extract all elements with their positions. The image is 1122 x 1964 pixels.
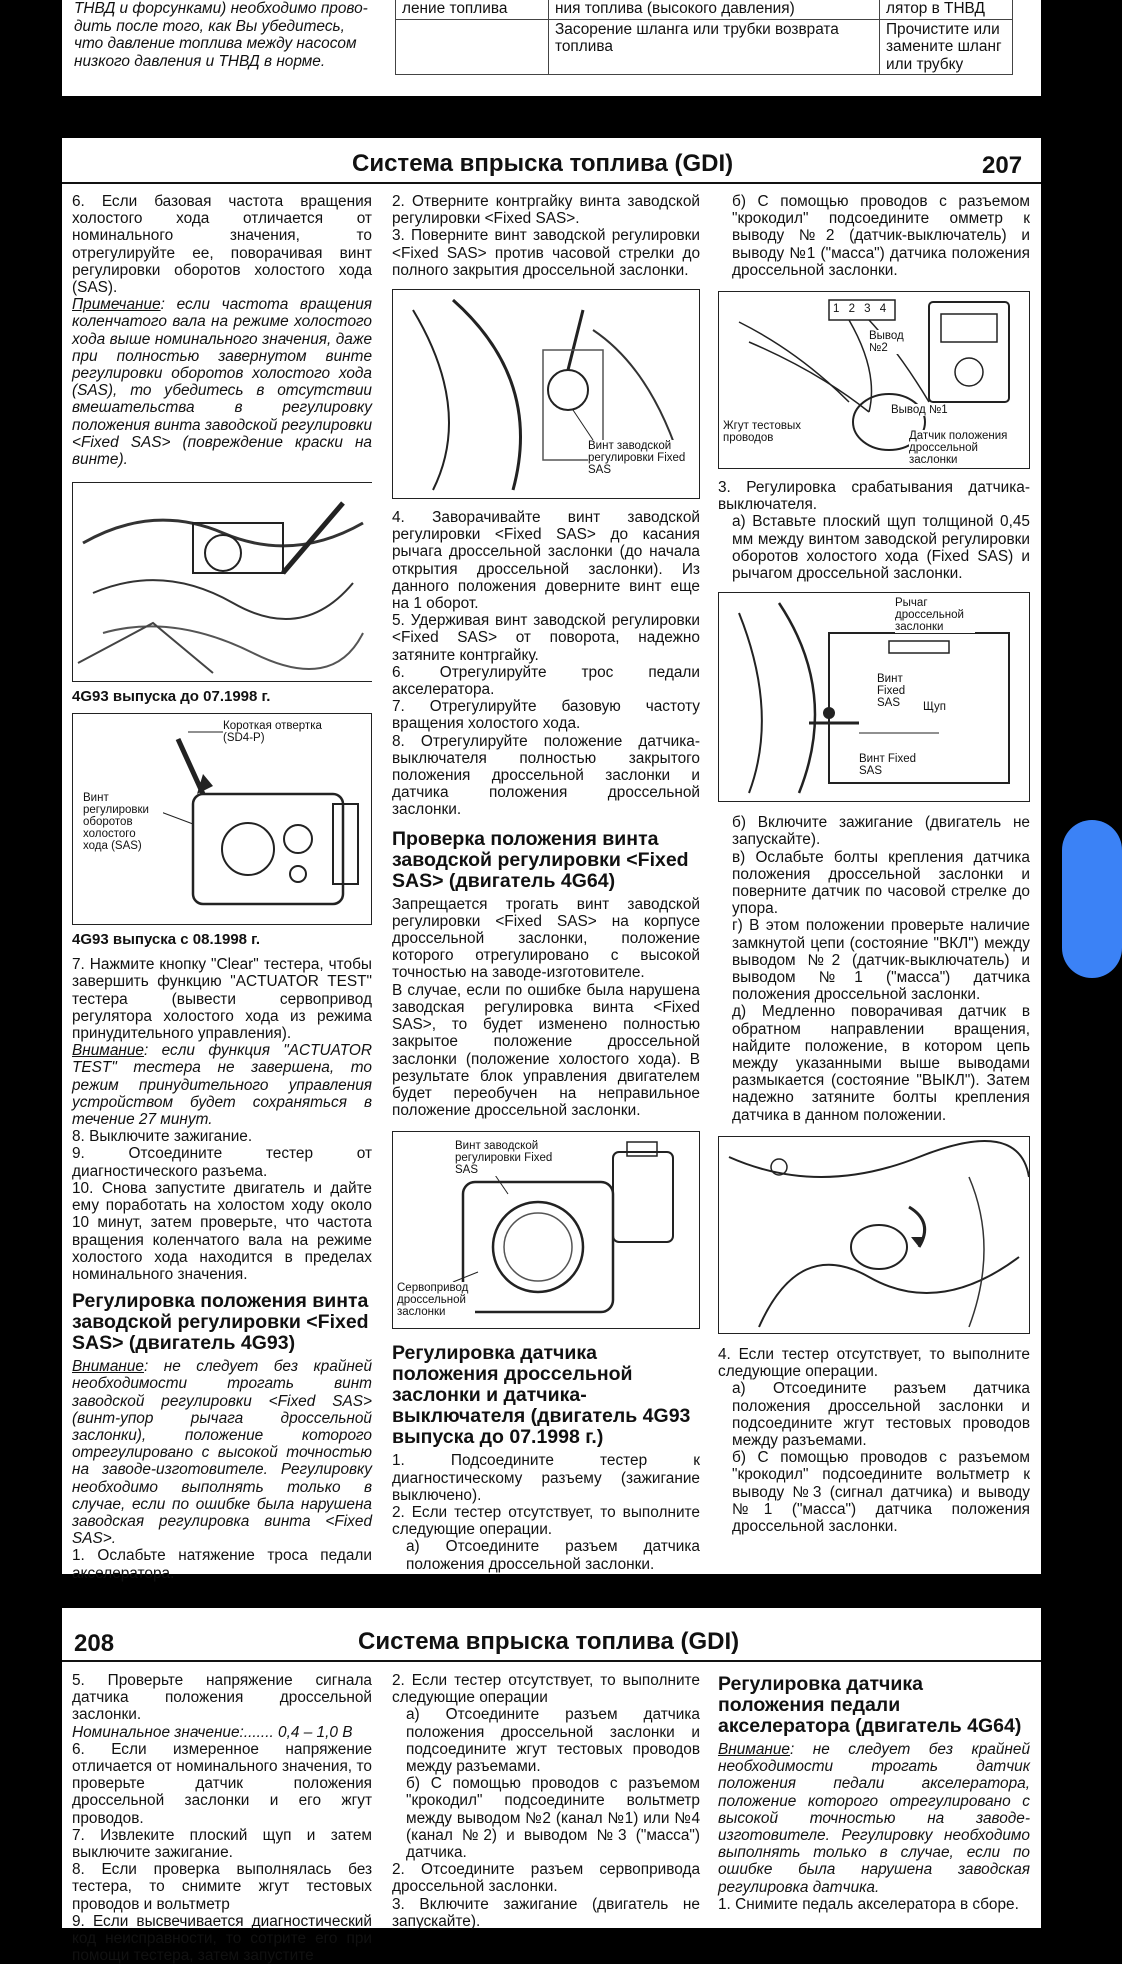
note-line: что давление топлива между насосом: [74, 35, 357, 52]
paragraph: б) Включите зажигание (двигатель не запускайте).: [732, 814, 1030, 849]
warning-text: : не следует без крайней необходимости трогать винт заводской регулировки <Fixed SAS> (винт-упор рычага дроссельной заслонки), положение которого отрегулировано с высокой точностью на заводе-изготовителе. Регулировку необходимо выполнять только в случае, если по ошибке была нарушена заводская регулировка винта <Fixed SAS>.: [72, 1358, 372, 1548]
table-cell: ление топлива: [396, 0, 549, 19]
warning-text: : если функция "ACTUATOR TEST" тестера не завершена, то режим принудительного управления устройством будет сохраняться в течение 27 минут.: [72, 1042, 372, 1129]
paragraph: а) Отсоедините разъем датчика положения дроссельной заслонки и подсоедините жгут тестовых проводов между разъемами.: [732, 1380, 1030, 1449]
paragraph: д) Медленно поворачивая датчик в обратном направлении вращения, найдите положение, в котором цепь между указанными выше выводами размыкается (состояние "ВЫКЛ"). Затем надежно затяните болты крепления датчика в данном положении.: [732, 1003, 1030, 1124]
paragraph: б) С помощью проводов с разъемом "крокодил" подсоедините вольтметр к выводу №3 (сигнал датчика) и выводу №1 ("масса") датчика положения дроссельной заслонки.: [732, 1449, 1030, 1535]
figure-fixed-sas-screw: [392, 289, 700, 499]
figure-label: Датчик положения дроссельной заслонки: [909, 430, 1027, 466]
figure-label: Сервопривод дроссельной заслонки: [397, 1282, 475, 1318]
paragraph: 1. Снимите педаль акселератора в сборе.: [718, 1895, 1019, 1913]
engine-bay-illustration: [73, 483, 373, 681]
figure-caption: 4G93 выпуска до 07.1998 г.: [72, 688, 271, 706]
paragraph: 8. Если проверка выполнялась без тестера, то снимите жгут тестовых проводов и вольтметр: [72, 1861, 372, 1913]
paragraph: 3. Поверните винт заводской регулировки <Fixed SAS> против часовой стрелки до полного закрытия дроссельной заслонки.: [392, 227, 700, 279]
warning-text: : не следует без крайней необходимости трогать датчик положения педали акселератора, положение которого отрегулировано с высокой точностью на заводе-изготовителе. Регулировку необходимо выполнять только в случае, если по ошибке была нарушена заводская регулировка датчика.: [718, 1741, 1030, 1896]
column-2: [392, 193, 700, 1573]
paragraph: Запрещается трогать винт заводской регулировки <Fixed SAS> на корпусе дроссельной заслонки, положение которого отрегулировано с высокой точностью на заводе-изготовителе.: [392, 895, 700, 982]
column-1: [72, 1672, 372, 1964]
paragraph: 5. Удерживая винт заводской регулировки <Fixed SAS> от поворота, надежно затяните контргайку.: [392, 612, 700, 664]
column-2: [392, 1672, 700, 1930]
figure-caption: 4G93 выпуска с 08.1998 г.: [72, 931, 261, 949]
figure-label: 1 2 3 4: [833, 303, 890, 316]
page-207: [62, 138, 1041, 1582]
section-heading: Регулировка положения винта заводской регулировки <Fixed SAS> (двигатель 4G93): [72, 1290, 369, 1355]
figure-label: Короткая отвертка (SD4-P): [223, 720, 343, 744]
figure-label: Рычаг дроссельной заслонки: [895, 597, 975, 633]
paragraph: 1. Подсоедините тестер к диагностическому разъему (зажигание выключено).: [392, 1452, 700, 1504]
paragraph: б) С помощью проводов с разъемом "крокодил" подсоедините омметр к выводу №2 (датчик-выключатель) и выводу №1 ("масса") датчика положения дроссельной заслонки.: [732, 193, 1030, 279]
page-number: 208: [74, 1630, 115, 1657]
paragraph: 2. Если тестер отсутствует, то выполните следующие операции: [392, 1672, 700, 1707]
paragraph: 8. Отрегулируйте положение датчика-выключателя полностью закрытого положения дроссельной заслонки и датчика положения дроссельной заслонки.: [392, 732, 700, 819]
paragraph: 4. Если тестер отсутствует, то выполните следующие операции.: [718, 1345, 1030, 1381]
paragraph: г) В этом положении проверьте наличие замкнутой цепи (состояние "ВКЛ") между выводом №2 (датчик-выключатель) и выводом №1 ("масса") датчика положения дроссельной заслонки.: [732, 917, 1030, 1004]
note-text: : если частота вращения коленчатого вала на режиме холостого хода выше номинального значения, даже при полностью завернутом винте регулировки оборотов холостого хода (SAS), то убедитесь в отсутствии вмешательства в регулировку положения винта заводской регулировки <Fixed SAS> (повреждение краски на винте).: [72, 296, 372, 469]
table-cell: Прочистите или замените шланг или трубку: [880, 19, 1013, 75]
paragraph: 7. Отрегулируйте базовую частоту вращения холостого хода.: [392, 698, 700, 733]
paragraph: 6. Если измеренное напряжение отличается от номинального значения, то проверьте датчик положения дроссельной заслонки и его жгут проводов.: [72, 1740, 372, 1827]
paragraph: 2. Отсоедините разъем сервопривода дроссельной заслонки.: [392, 1861, 700, 1896]
top-italic-note: [74, 0, 374, 70]
figure-4g93-late: [72, 713, 372, 925]
note-label: Примечание: [72, 296, 161, 314]
figure-label: Вывод №1: [891, 404, 948, 417]
figure-label: Винт Fixed SAS: [859, 753, 929, 777]
table-cell: ния топлива (высокого давления): [549, 0, 880, 19]
figure-label: Вывод №2: [869, 330, 919, 354]
figure-4g64-throttle: [392, 1131, 700, 1329]
figure-feeler-gauge: [718, 592, 1030, 802]
warning-label: Внимание: [72, 1358, 144, 1376]
paragraph: 8. Выключите зажигание.: [72, 1128, 253, 1146]
paragraph: 1. Ослабьте натяжение троса педали акселератора.: [72, 1547, 372, 1582]
paragraph: 3. Включите зажигание (двигатель не запускайте).: [392, 1895, 700, 1930]
header-rule: [62, 1660, 1041, 1662]
paragraph: 2. Отверните контргайку винта заводской регулировки <Fixed SAS>.: [392, 193, 700, 228]
sensor-rotation-illustration: [719, 1137, 1031, 1333]
figure-label: Щуп: [923, 701, 947, 714]
nominal-value: Номинальное значение:....... 0,4 – 1,0 В: [72, 1723, 353, 1741]
table-cell: Засорение шланга или трубки возврата топлива: [549, 19, 880, 75]
paragraph: 4. Заворачивайте винт заводской регулировки <Fixed SAS> до касания рычага дроссельной заслонки (до начала открытия дроссельной заслонки). Из данного положения доверните винт еще на 1 оборот.: [392, 509, 700, 613]
section-heading: Регулировка датчика положения дроссельной заслонки и датчика-выключателя (двигатель 4G93 выпуска до 07.1998 г.): [392, 1342, 691, 1449]
paragraph: 6. Отрегулируйте трос педали акселератора.: [392, 663, 700, 699]
column-3: [718, 1672, 1030, 1913]
paragraph: 9. Если высвечивается диагностический код неисправности, то сотрите его при помощи тестера, затем запустите: [72, 1912, 372, 1964]
section-heading: Проверка положения винта заводской регулировки <Fixed SAS> (двигатель 4G64): [392, 827, 689, 892]
header-rule: [62, 182, 1041, 184]
table-row: [396, 19, 1013, 75]
scroll-handle[interactable]: [1062, 820, 1122, 978]
figure-label: Жгут тестовых проводов: [723, 420, 813, 444]
table-cell: [396, 19, 549, 75]
figure-label: Винт заводской регулировки Fixed SAS: [455, 1140, 565, 1176]
warning-label: Внимание: [72, 1042, 144, 1060]
paragraph: 3. Регулировка срабатывания датчика-выключателя.: [718, 479, 1030, 514]
paragraph: 2. Если тестер отсутствует, то выполните следующие операции.: [392, 1503, 700, 1539]
figure-label: Винт регулировки оборотов холостого хода (SAS): [83, 792, 163, 852]
page-number: 207: [982, 152, 1023, 179]
figure-ohmmeter-connection: [718, 291, 1030, 469]
figure-label: Винт Fixed SAS: [877, 673, 917, 709]
paragraph: 9. Отсоедините тестер от диагностического разъема.: [72, 1145, 372, 1180]
paragraph: а) Отсоедините разъем датчика положения дроссельной заслонки.: [406, 1538, 700, 1573]
warning-label: Внимание: [718, 1741, 790, 1758]
page-206-bottom: [62, 0, 1041, 96]
note-line: ТНВД и форсунками) необходимо прово-: [74, 0, 368, 17]
figure-label: Винт заводской регулировки Fixed SAS: [588, 440, 688, 476]
paragraph: 7. Нажмите кнопку "Clear" тестера, чтобы завершить функцию "ACTUATOR TEST" тестера (вывести сервопривод регулятора холостого хода из режима принудительного управления).: [72, 956, 372, 1043]
page-title: Система впрыска топлива (GDI): [352, 150, 734, 177]
table-cell: лятор в ТНВД: [880, 0, 1013, 19]
paragraph: 10. Снова запустите двигатель и дайте ему поработать на холостом ходу около 10 минут, затем проверьте, что частота вращения коленчатого вала на режиме холостого хода находится в пределах номинального значения.: [72, 1179, 372, 1283]
paragraph: 7. Извлеките плоский щуп и затем выключите зажигание.: [72, 1826, 372, 1862]
page-title: Система впрыска топлива (GDI): [358, 1628, 740, 1655]
paragraph: а) Отсоедините разъем датчика положения дроссельной заслонки и подсоедините жгут тестовых проводов между разъемами.: [406, 1706, 700, 1776]
diagnosis-table: [395, 0, 1013, 75]
paragraph: В случае, если по ошибке была нарушена заводская регулировка винта <Fixed SAS>, то будет изменено полностью закрытое положение дроссельной заслонки (положение холостого хода). В результате блок управления двигателем будет переобучен на неправильное положение дроссельной заслонки.: [392, 981, 700, 1120]
section-heading: Регулировка датчика положения педали акселератора (двигатель 4G64): [718, 1673, 1022, 1737]
table-row: [396, 0, 1013, 19]
column-1: [72, 193, 372, 1582]
paragraph: 5. Проверьте напряжение сигнала датчика положения дроссельной заслонки.: [72, 1672, 372, 1724]
figure-sensor-rotation: [718, 1136, 1030, 1334]
figure-4g93-early: [72, 482, 372, 682]
note-line: низкого давления и ТНВД в норме.: [74, 52, 326, 70]
paragraph: а) Вставьте плоский щуп толщиной 0,45 мм между винтом заводской регулировки оборотов холостого хода (Fixed SAS) и рычагом дроссельной заслонки.: [732, 513, 1030, 583]
paragraph: б) С помощью проводов с разъемом "крокодил" подсоедините вольтметр между выводом №2 (канал №1) или №4 (канал №2) и выводом №3 ("масса") датчика.: [406, 1775, 700, 1862]
paragraph: 6. Если базовая частота вращения холостого хода отличается от номинального значения, то отрегулируйте ее, поворачивая винт регулировки оборотов холостого хода (SAS).: [72, 193, 372, 297]
note-line: дить после того, как Вы убедитесь,: [74, 17, 345, 35]
paragraph: в) Ослабьте болты крепления датчика положения дроссельной заслонки и поверните датчик по часовой стрелке до упора.: [732, 848, 1030, 918]
page-208: [62, 1608, 1041, 1964]
column-3: [718, 193, 1030, 1535]
